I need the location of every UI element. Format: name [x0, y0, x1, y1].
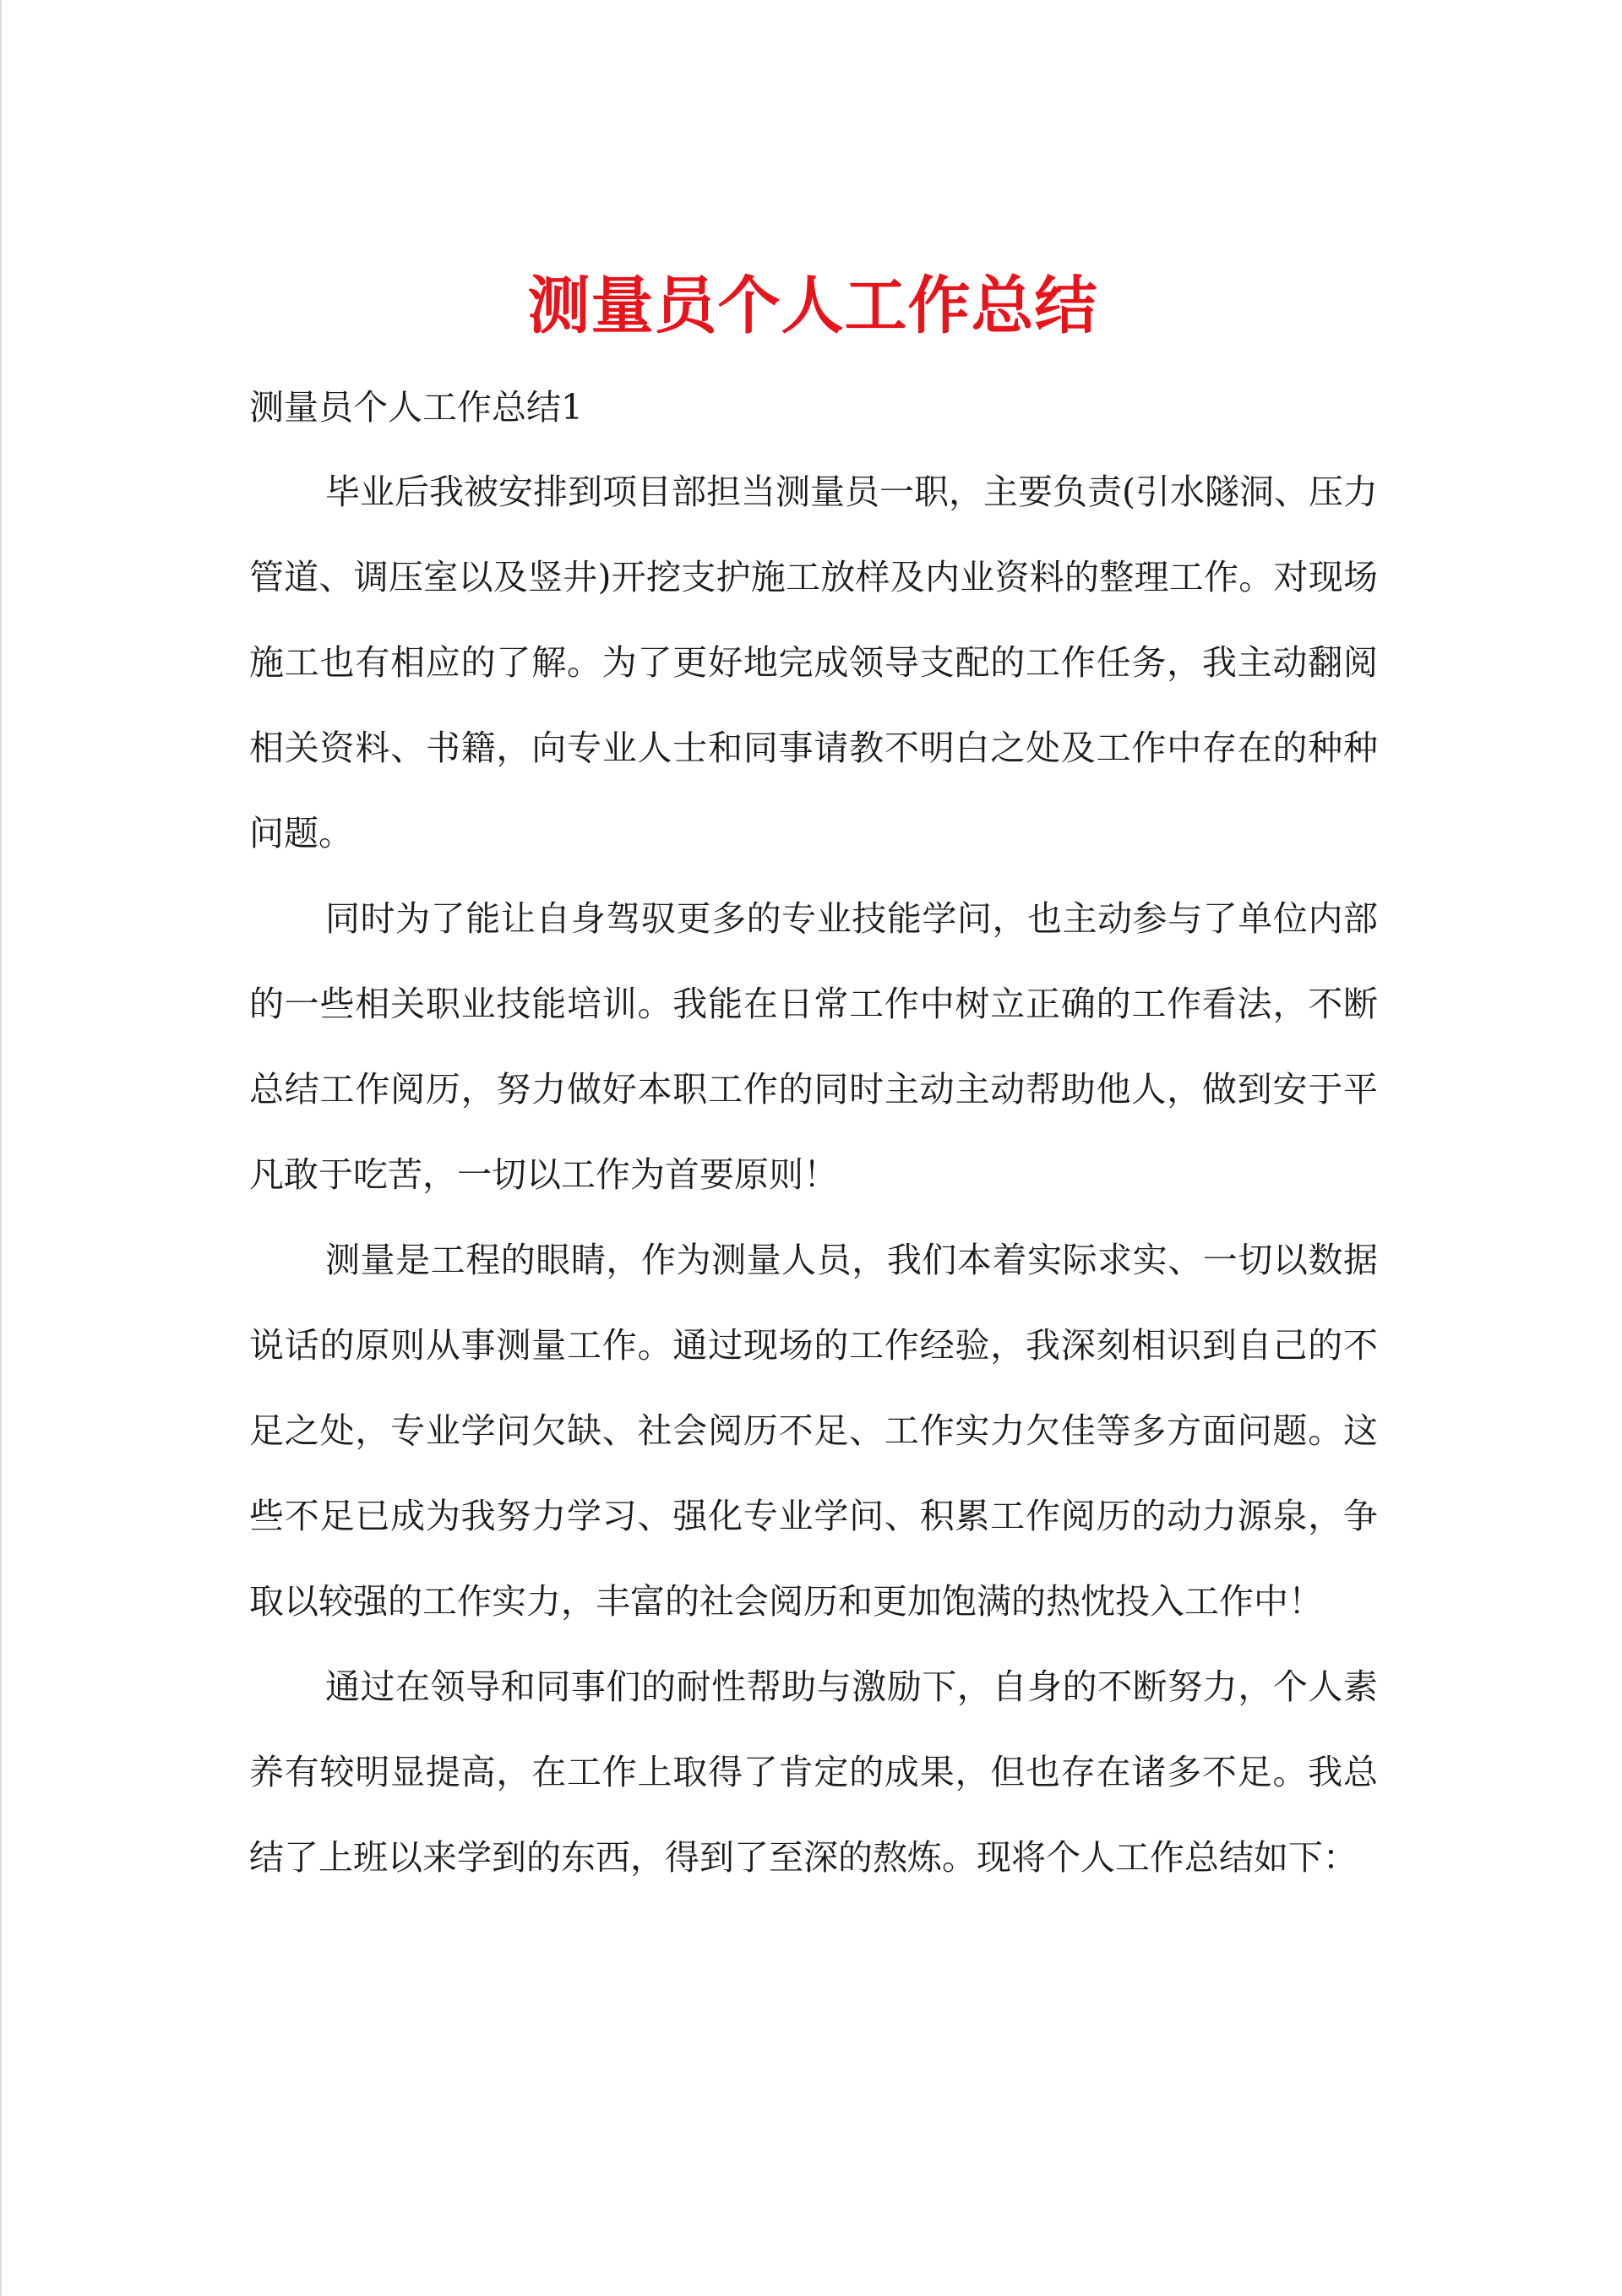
section-heading: 测量员个人工作总结1 — [249, 387, 584, 428]
paragraph-3: 测量是工程的眼睛，作为测量人员，我们本着实际求实、一切以数据说话的原则从事测量工作。通过现场的工作经验，我深刻相识到自己的不足之处，专业学问欠缺、社会阅历不足、工作实力欠佳等多方面问题。这些不足已成为我努力学习、强化专业学问、积累工作阅历的动力源泉，争取以较强的工作实力，丰富的社会阅历和更加饱满的热忱投入工作中！ — [249, 1240, 1378, 1622]
paragraph-1: 毕业后我被安排到项目部担当测量员一职，主要负责(引水隧洞、压力管道、调压室以及竖井)开挖支护施工放样及内业资料的整理工作。对现场施工也有相应的了解。为了更好地完成领导支配的工作任务，我主动翻阅相关资料、书籍，向专业人士和同事请教不明白之处及工作中存在的种种问题。 — [249, 472, 1378, 854]
paragraph-2: 同时为了能让自身驾驭更多的专业技能学问，也主动参与了单位内部的一些相关职业技能培训。我能在日常工作中树立正确的工作看法，不断总结工作阅历，努力做好本职工作的同时主动主动帮助他人，做到安于平凡敢于吃苦，一切以工作为首要原则！ — [249, 898, 1378, 1195]
document-body — [249, 365, 1378, 1901]
paragraph-4: 通过在领导和同事们的耐性帮助与激励下，自身的不断努力，个人素养有较明显提高，在工作上取得了肯定的成果，但也存在诸多不足。我总结了上班以来学到的东西，得到了至深的熬炼。现将个人工作总结如下： — [249, 1666, 1378, 1878]
document-title: 测量员个人工作总结 — [527, 269, 1098, 342]
